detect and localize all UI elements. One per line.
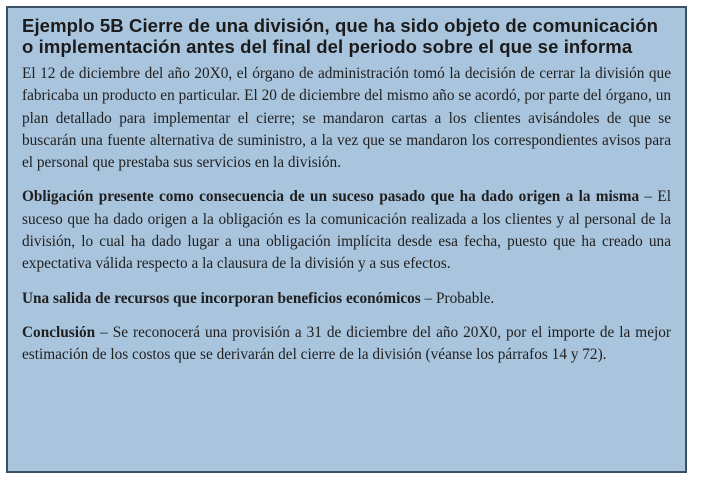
- paragraph-outflow: [22, 288, 671, 310]
- paragraph-obligation: [22, 186, 671, 275]
- paragraph-conclusion: [22, 322, 671, 367]
- example-title: Ejemplo 5B Cierre de una división, que ha sido objeto de comunicación o implementación antes del final del periodo sobre el que se informa: [22, 15, 659, 57]
- conclusion-text: – Se reconocerá una provisión a 31 de diciembre del año 20X0, por el importe de la mejor estimación de los costos que se derivarán del cierre de la división (véanse los párrafos 14 y 72).: [22, 323, 671, 364]
- outflow-text: – Probable.: [420, 289, 495, 307]
- obligation-text: – El suceso que ha dado origen a la obligación es la comunicación realizada a los clientes y al personal de la división, lo cual ha dado lugar a una obligación implícita desde esa fecha, puesto que ha creado una expectativa válida respecto a la clausura de la división y a sus efectos.: [22, 188, 671, 273]
- example-box: [6, 6, 687, 473]
- obligation-lead: Obligación presente como consecuencia de un suceso pasado que ha dado origen a la misma: [22, 188, 640, 206]
- conclusion-lead: Conclusión: [22, 323, 96, 341]
- outflow-lead: Una salida de recursos que incorporan beneficios económicos: [22, 289, 421, 307]
- paragraph-facts: El 12 de diciembre del año 20X0, el órgano de administración tomó la decisión de cerrar la división que fabricaba un producto en particular. El 20 de diciembre del mismo año se acordó, por parte del órgano, un plan detallado para implementar el cierre; se mandaron cartas a los clientes avisándoles de que se buscarán una fuente alternativa de suministro, a la vez que se mandaron los correspondientes avisos para el personal que prestaba sus servicios en la división.: [22, 65, 671, 172]
